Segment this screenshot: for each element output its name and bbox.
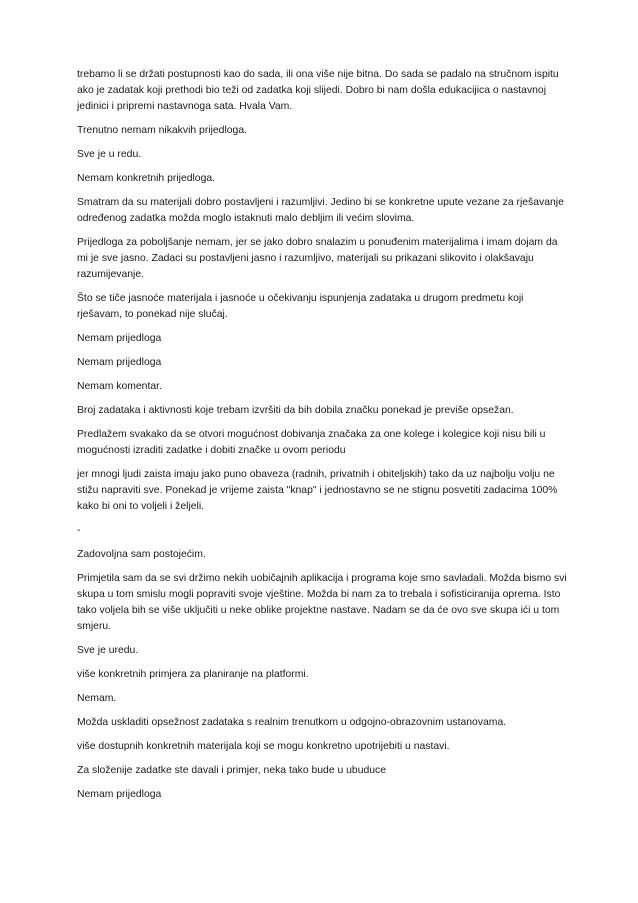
paragraph: Nemam prijedloga bbox=[77, 357, 162, 368]
paragraph: Nemam prijedloga bbox=[77, 789, 162, 800]
paragraph: Primjetila sam da se svi držimo nekih uobičajnih aplikacija i programa koje smo savladali. Možda bismo svi skupa u tom smislu mogli popraviti svoje vještine. Možda bi nam za to trebala i sofisticiranija oprema. Isto tako voljela bih se više uključiti u neke oblike projektne nastave. Nadam se da će ovo sve skupa ići u tom smjeru. bbox=[77, 573, 567, 632]
paragraph: Smatram da su materijali dobro postavljeni i razumljivi. Jedino bi se konkretne upute vezane za rješavanje određenog zadatka možda moglo istaknuti malo debljim ili većim slovima. bbox=[77, 197, 564, 224]
paragraph: - bbox=[77, 525, 81, 536]
document-body bbox=[77, 67, 567, 811]
paragraph: Zadovoljna sam postojećim. bbox=[77, 549, 206, 560]
paragraph: Za složenije zadatke ste davali i primjer, neka tako bude u ubuduce bbox=[77, 765, 387, 776]
paragraph: Sve je u redu. bbox=[77, 149, 142, 160]
paragraph: Prijedloga za poboljšanje nemam, jer se jako dobro snalazim u ponuđenim materijalima i imam dojam da mi je sve jasno. Zadaci su postavljeni jasno i razumljivo, materijali su prikazani slikovito i olakšavaju razumijevanje. bbox=[77, 237, 558, 280]
paragraph: više konkretnih primjera za planiranje na platformi. bbox=[77, 669, 309, 680]
paragraph: Nemam konkretnih prijedloga. bbox=[77, 173, 216, 184]
paragraph: Predlažem svakako da se otvori mogućnost dobivanja značaka za one kolege i kolegice koji nisu bili u mogućnosti izraditi zadatke i dobiti značke u ovom periodu bbox=[77, 429, 546, 456]
paragraph: više dostupnih konkretnih materijala koji se mogu konkretno upotrijebiti u nastavi. bbox=[77, 741, 450, 752]
paragraph: Nemam. bbox=[77, 693, 117, 704]
paragraph: Nemam komentar. bbox=[77, 381, 162, 392]
paragraph: Trenutno nemam nikakvih prijedloga. bbox=[77, 125, 247, 136]
paragraph: Nemam prijedloga bbox=[77, 333, 162, 344]
paragraph: Sve je uredu. bbox=[77, 645, 139, 656]
paragraph: Što se tiče jasnoće materijala i jasnoće u očekivanju ispunjenja zadataka u drugom predmetu koji rješavam, to ponekad nije slučaj. bbox=[77, 293, 524, 320]
paragraph: trebamo li se držati postupnosti kao do sada, ili ona više nije bitna. Do sada se padalo na stručnom ispitu ako je zadatak koji prethodi bio teži od zadatka koji slijedi. Dobro bi nam došla edukacijica o nastavnoj jedinici i pripremi nastavnoga sata. Hvala Vam. bbox=[77, 69, 559, 112]
paragraph: jer mnogi ljudi zaista imaju jako puno obaveza (radnih, privatnih i obiteljskih) tako da uz najbolju volju ne stižu napraviti sve. Ponekad je vrijeme zaista "knap" i jednostavno se ne stignu posvetiti zadacima 100% kako bi oni to voljeli i željeli. bbox=[77, 469, 558, 512]
paragraph: Broj zadataka i aktivnosti koje trebam izvršiti da bih dobila značku ponekad je previše opsežan. bbox=[77, 405, 514, 416]
paragraph: Možda uskladiti opsežnost zadataka s realnim trenutkom u odgojno-obrazovnim ustanovama. bbox=[77, 717, 507, 728]
